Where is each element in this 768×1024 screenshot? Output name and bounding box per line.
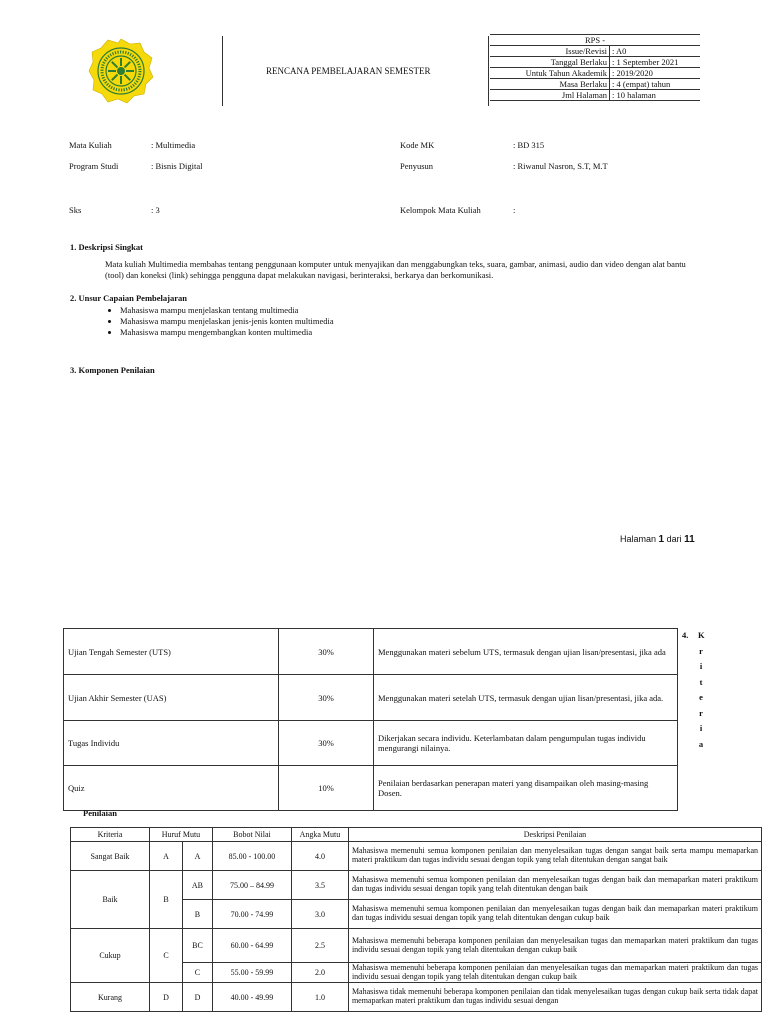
table-header-row: Kriteria Huruf Mutu Bobot Nilai Angka Mutu Deskripsi Penilaian: [71, 828, 762, 842]
page-number: Halaman 1 dari 11: [620, 534, 695, 545]
value-penyusun: : Riwanul Nasron, S.T, M.T: [513, 161, 608, 171]
table-row: Tugas Individu 30% Dikerjakan secara individu. Keterlambatan dalam pengumpulan tugas individu mengurangi nilainya.: [64, 721, 678, 766]
label-mata-kuliah: Mata Kuliah: [69, 140, 112, 150]
rps-row: Jml Halaman : 10 halaman: [490, 90, 700, 101]
value-kode-mk: : BD 315: [513, 140, 545, 150]
label-program-studi: Program Studi: [69, 161, 119, 171]
table-row: B 70.00 - 74.99 3.0 Mahasiswa memenuhi semua komponen penilaian dan menyelesaikan tugas dengan baik dan memaparkan materi praktikum dan tugas individu sesuai dengan topik yang telah ditentukan dengan cukup baik: [71, 900, 762, 929]
list-item: • Mahasiswa mampu mengembangkan konten multimedia: [120, 327, 334, 338]
rps-row: Untuk Tahun Akademik : 2019/2020: [490, 68, 700, 79]
document-title: RENCANA PEMBELAJARAN SEMESTER: [266, 66, 431, 76]
komponen-table: [63, 628, 678, 811]
rps-row: Tanggal Berlaku : 1 September 2021: [490, 57, 700, 68]
value-sks: : 3: [151, 205, 160, 215]
section-4-heading-cont: Penilaian: [83, 808, 118, 818]
label-sks: Sks: [69, 205, 82, 215]
rps-label: RPS -: [490, 35, 700, 46]
table-row: Kurang D D 40.00 - 49.99 1.0 Mahasiswa tidak memenuhi beberapa komponen penilaian dan tidak menyelesaikan tugas dengan cukup baik serta tidak dapat memaparkan materi praktikum dan tugas individu sesuai dengan: [71, 983, 762, 1012]
table-row: Baik B AB 75.00 – 84.99 3.5 Mahasiswa memenuhi semua komponen penilaian dan menyelesaikan tugas dengan baik dan memaparkan materi praktikum dan tugas individu sesuai dengan topik yang telah ditentukan dengan baik: [71, 871, 762, 900]
table-row: Quiz 10% Penilaian berdasarkan penerapan materi yang disampaikan oleh masing-masing Dosen.: [64, 766, 678, 811]
capaian-list: [102, 305, 334, 338]
value-kelompok: :: [513, 205, 516, 215]
list-item: • Mahasiswa mampu menjelaskan jenis-jenis konten multimedia: [120, 316, 334, 327]
label-penyusun: Penyusun: [400, 161, 434, 171]
penilaian-table: [70, 827, 762, 1012]
value-program-studi: : Bisnis Digital: [151, 161, 203, 171]
value-mata-kuliah: : Multimedia: [151, 140, 196, 150]
header-divider: [222, 36, 223, 106]
section-heading: 3. Komponen Penilaian: [70, 365, 155, 375]
table-row: Cukup C BC 60.00 - 64.99 2.5 Mahasiswa memenuhi beberapa komponen penilaian dan menyelesaikan tugas dan memaparkan materi praktikum dan tugas individu sesuai dengan topik yang telah ditentukan dengan cukup baik: [71, 929, 762, 963]
list-item: • Mahasiswa mampu menjelaskan tentang multimedia: [120, 305, 334, 316]
header-divider: [488, 36, 489, 106]
rps-row: Issue/Revisi : A0: [490, 46, 700, 57]
section-heading: 1. Deskripsi Singkat: [70, 242, 143, 252]
section-description: Mata kuliah Multimedia membahas tentang penggunaan komputer untuk menyajikan dan menggabungkan teks, suara, gambar, animasi, audio dan video dengan alat bantu (tool) dan koneksi (link) sehingga pengguna dapat melakukan navigasi, berinteraksi, berkarya dan berkomunikasi.: [105, 259, 686, 280]
table-row: Sangat Baik A A 85.00 - 100.00 4.0 Mahasiswa memenuhi semua komponen penilaian dan menyelesaikan tugas dengan sangat baik serta mampu memaparkan materi praktikum dan tugas individu sesuai dengan topik yang telah ditentukan dengan sangat baik: [71, 842, 762, 871]
section-4-heading: 4. K r i t e r i a: [682, 630, 705, 749]
label-kelompok: Kelompok Mata Kuliah: [400, 205, 481, 215]
university-logo: [88, 38, 154, 104]
rps-meta-table: [490, 34, 700, 101]
table-row: C 55.00 - 59.99 2.0 Mahasiswa memenuhi beberapa komponen penilaian dan menyelesaikan tugas dan memaparkan materi praktikum dan tugas individu sesuai dengan topik yang telah ditentukan dengan cukup baik: [71, 963, 762, 983]
table-row: Ujian Tengah Semester (UTS) 30% Menggunakan materi sebelum UTS, termasuk dengan ujian lisan/presentasi, jika ada: [64, 629, 678, 675]
rps-row: Masa Berlaku : 4 (empat) tahun: [490, 79, 700, 90]
section-heading: 2. Unsur Capaian Pembelajaran: [70, 293, 187, 303]
table-row: Ujian Akhir Semester (UAS) 30% Menggunakan materi setelah UTS, termasuk dengan ujian lisan/presentasi, jika ada.: [64, 675, 678, 721]
label-kode-mk: Kode MK: [400, 140, 435, 150]
